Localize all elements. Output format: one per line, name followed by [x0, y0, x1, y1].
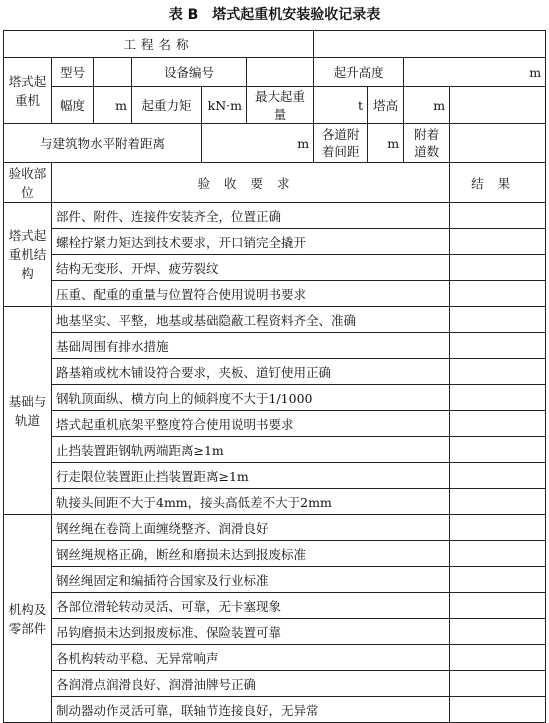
- table-row: [4, 359, 546, 385]
- requirement-item: 止挡装置距钢轨两端距离≥1m: [52, 437, 450, 463]
- form-title-text: 塔式起重机安装验收记录表: [212, 7, 381, 23]
- table-row: [4, 203, 546, 229]
- equip-no-label: 设备编号: [132, 58, 247, 87]
- result-cell[interactable]: [450, 619, 546, 645]
- table-row: [4, 229, 546, 255]
- crane-label: 塔式起重机: [4, 58, 52, 124]
- result-cell[interactable]: [450, 385, 546, 411]
- requirement-item: 行走限位装置距止挡装置距离≥1m: [52, 463, 450, 489]
- attachment-row: [4, 124, 546, 163]
- result-cell[interactable]: [450, 489, 546, 515]
- project-name-value[interactable]: [314, 31, 546, 58]
- table-row: [4, 385, 546, 411]
- section-structure-label: 塔式起重机结构: [4, 203, 52, 307]
- result-column-header: 结果: [450, 163, 546, 203]
- part-column-header: 验收部位: [4, 163, 52, 203]
- project-name-label: 工程名称: [4, 31, 314, 58]
- result-cell[interactable]: [450, 567, 546, 593]
- table-row: [4, 333, 546, 359]
- model-value[interactable]: [94, 58, 132, 87]
- requirement-item: 钢丝绳在卷筒上面缠绕整齐、润滑良好: [52, 515, 450, 541]
- requirement-item: 基础周围有排水措施: [52, 333, 450, 359]
- section-foundation-label: 基础与轨道: [4, 307, 52, 515]
- requirement-column-header: 验收要求: [52, 163, 450, 203]
- max-weight-label: 最大起重量: [247, 87, 314, 124]
- requirement-item: 各机构转动平稳、无异常响声: [52, 645, 450, 671]
- requirement-item: 路基箱或枕木铺设符合要求，夹板、道钉使用正确: [52, 359, 450, 385]
- result-cell[interactable]: [450, 333, 546, 359]
- table-row: [4, 463, 546, 489]
- table-row: [4, 619, 546, 645]
- requirement-item: 地基坚实、平整，地基或基础隐蔽工程资料齐全、准确: [52, 307, 450, 333]
- requirement-item: 轨接头间距不大于4mm，接头高低差不大于2mm: [52, 489, 450, 515]
- attach-spacing-unit[interactable]: m: [368, 124, 404, 163]
- requirement-item: 压重、配重的重量与位置符合使用说明书要求: [52, 281, 450, 307]
- range-unit[interactable]: m: [94, 87, 132, 124]
- requirement-item: 钢轨顶面纵、横方向上的倾斜度不大于1/1000: [52, 385, 450, 411]
- result-cell[interactable]: [450, 697, 546, 723]
- model-label: 型号: [52, 58, 94, 87]
- result-cell[interactable]: [450, 437, 546, 463]
- requirement-item: 结构无变形、开焊、疲劳裂纹: [52, 255, 450, 281]
- horizontal-distance-unit[interactable]: m: [202, 124, 314, 163]
- table-row: [4, 411, 546, 437]
- range-label: 幅度: [52, 87, 94, 124]
- project-name-row: [4, 31, 546, 58]
- max-weight-unit[interactable]: t: [314, 87, 368, 124]
- table-row: [4, 515, 546, 541]
- table-row: [4, 281, 546, 307]
- result-cell[interactable]: [450, 203, 546, 229]
- requirement-item: 部件、附件、连接件安装齐全，位置正确: [52, 203, 450, 229]
- requirement-item: 塔式起重机底架平整度符合使用说明书要求: [52, 411, 450, 437]
- crane-info-row-1: [4, 58, 546, 87]
- result-cell[interactable]: [450, 359, 546, 385]
- crane-info-row-2: [4, 87, 546, 124]
- table-row: [4, 593, 546, 619]
- result-cell[interactable]: [450, 645, 546, 671]
- equip-no-value[interactable]: [247, 58, 314, 87]
- requirement-item: 制动器动作灵活可靠，联轴节连接良好，无异常: [52, 697, 450, 723]
- acceptance-record-table: [3, 30, 546, 723]
- result-cell[interactable]: [450, 593, 546, 619]
- requirement-item: 钢丝绳固定和编插符合国家及行业标准: [52, 567, 450, 593]
- result-cell[interactable]: [450, 281, 546, 307]
- requirement-item: 各润滑点润滑良好、润滑油牌号正确: [52, 671, 450, 697]
- tower-height-unit[interactable]: m: [404, 87, 450, 124]
- attach-spacing-label: 各道附着间距: [314, 124, 368, 163]
- table-row: [4, 437, 546, 463]
- torque-label: 起重力矩: [132, 87, 202, 124]
- result-cell[interactable]: [450, 229, 546, 255]
- form-title: [0, 2, 549, 28]
- section-mechanism-label: 机构及零部件: [4, 515, 52, 723]
- table-row: [4, 489, 546, 515]
- form-code: 表 B: [168, 7, 199, 23]
- table-row: [4, 255, 546, 281]
- torque-unit[interactable]: kN·m: [202, 87, 247, 124]
- result-cell[interactable]: [450, 671, 546, 697]
- result-cell[interactable]: [450, 255, 546, 281]
- table-row: [4, 671, 546, 697]
- result-cell[interactable]: [450, 541, 546, 567]
- table-row: [4, 697, 546, 723]
- result-cell[interactable]: [450, 307, 546, 333]
- result-cell[interactable]: [450, 515, 546, 541]
- table-row: [4, 541, 546, 567]
- requirement-item: 螺栓拧紧力矩达到技术要求，开口销完全撬开: [52, 229, 450, 255]
- requirement-item: 各部位滑轮转动灵活、可靠，无卡塞现象: [52, 593, 450, 619]
- requirement-item: 钢丝绳规格正确，断丝和磨损未达到报废标准: [52, 541, 450, 567]
- table-row: [4, 567, 546, 593]
- attach-count-label: 附着道数: [404, 124, 450, 163]
- result-cell[interactable]: [450, 411, 546, 437]
- lift-height-unit[interactable]: m: [404, 58, 546, 87]
- horizontal-distance-label: 与建筑物水平附着距离: [4, 124, 202, 163]
- requirement-item: 吊钩磨损未达到报废标准、保险装置可靠: [52, 619, 450, 645]
- table-row: [4, 645, 546, 671]
- attach-count-value[interactable]: [450, 124, 546, 163]
- lift-height-label: 起升高度: [314, 58, 404, 87]
- table-row: [4, 307, 546, 333]
- result-cell[interactable]: [450, 463, 546, 489]
- column-header-row: [4, 163, 546, 203]
- tower-height-label: 塔高: [368, 87, 404, 124]
